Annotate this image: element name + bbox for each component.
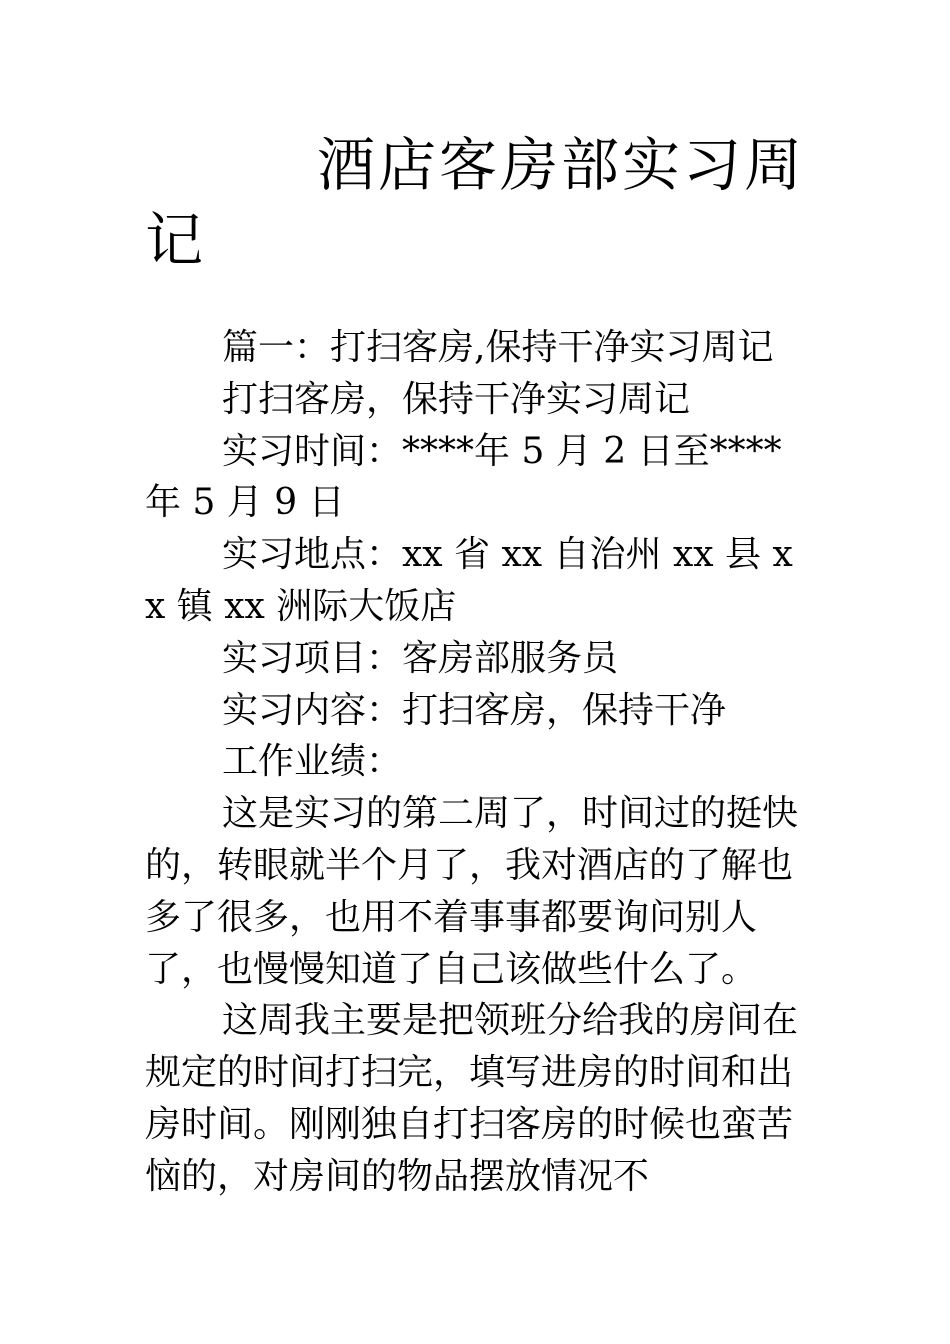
document-body (145, 322, 808, 1203)
internship-location: 实习地点：xx 省 xx 自治州 xx 县 xx 镇 xx 洲际大饭店 (145, 534, 793, 627)
internship-content: 实习内容：打扫客房，保持干净 (222, 689, 727, 731)
document-title: 酒店客房部实习周记 (145, 131, 806, 274)
body-paragraph: 这周我主要是把领班分给我的房间在规定的时间打扫完，填写进房的时间和出房时间。刚刚独自打扫客房的时候也蛮苦恼的，对房间的物品摆放情况不 (145, 1000, 799, 1197)
body-paragraph: 这是实习的第二周了，时间过的挺快的，转眼就半个月了，我对酒店的了解也多了很多，也用不着事事都要询问别人了，也慢慢知道了自己该做些什么了。 (145, 793, 799, 990)
internship-time: 实习时间：****年 5 月 2 日至****年 5 月 9 日 (145, 430, 782, 524)
internship-position: 实习项目：客房部服务员 (222, 637, 619, 679)
subtitle-line: 打扫客房，保持干净实习周记 (222, 378, 691, 420)
work-performance-label: 工作业绩： (222, 741, 403, 783)
chapter-heading: 篇一：打扫客房,保持干净实习周记 (222, 327, 774, 368)
